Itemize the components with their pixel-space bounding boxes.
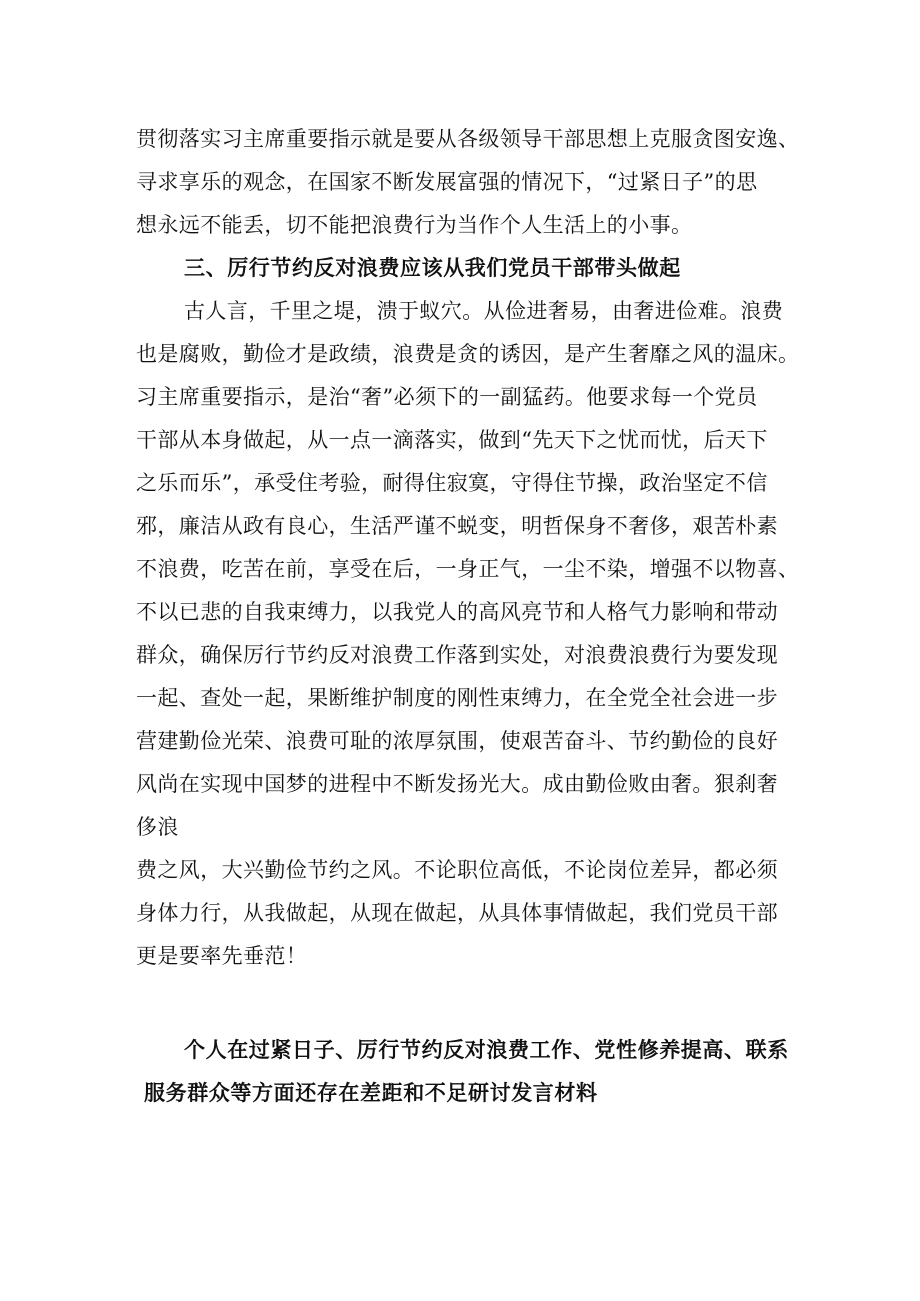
paragraph-line: 想永远不能丢，切不能把浪费行为当作个人生活上的小事。	[136, 213, 693, 237]
paragraph-line: 邪，廉洁从政有良心，生活严谨不蜕变，明哲保身不奢侈，艰苦朴素	[136, 514, 778, 538]
paragraph-line: 贯彻落实习主席重要指示就是要从各级领导干部思想上克服贪图安逸、	[136, 127, 800, 151]
paragraph-line: 也是腐败，勤俭才是政绩，浪费是贪的诱因，是产生奢靡之风的温床。	[136, 342, 800, 366]
paragraph-line: 干部从本身做起，从一点一滴落实，做到“先天下之忧而忧，后天下	[136, 428, 768, 452]
paragraph-line: 一起、查处一起，果断维护制度的刚性束缚力，在全党全社会进一步	[136, 686, 778, 710]
paragraph-line: 营建勤俭光荣、浪费可耻的浓厚氛围，使艰苦奋斗、节约勤俭的良好	[136, 729, 778, 753]
paragraph-line: 习主席重要指示，是治“奢”必须下的一副猛药。他要求每一个党员	[136, 385, 758, 409]
title-line: 个人在过紧日子、厉行节约反对浪费工作、党性修养提高、联系	[184, 1037, 789, 1062]
paragraph-line: 费之风，大兴勤俭节约之风。不论职位高低，不论岗位差异，都必须	[136, 858, 778, 882]
section-heading: 三、厉行节约反对浪费应该从我们党员干部带头做起	[184, 255, 681, 280]
paragraph-line: 不以已悲的自我束缚力，以我党人的高风亮节和人格气力影响和带动	[136, 600, 778, 624]
paragraph-line: 侈浪	[136, 815, 179, 839]
paragraph-line: 风尚在实现中国梦的进程中不断发扬光大。成由勤俭败由奢。狠刹奢	[136, 772, 778, 796]
paragraph-line: 群众，确保厉行节约反对浪费工作落到实处，对浪费浪费行为要发现	[136, 643, 778, 667]
paragraph-line: 之乐而乐”，承受住考验，耐得住寂寞，守得住节操，政治坚定不信	[136, 471, 768, 495]
paragraph-line: 身体力行，从我做起，从现在做起，从具体事情做起，我们党员干部	[136, 901, 778, 925]
paragraph-line: 寻求享乐的观念，在国家不断发展富强的情况下，“过紧日子”的思	[136, 170, 758, 194]
paragraph-line: 更是要率先垂范！	[136, 944, 308, 968]
paragraph-line: 古人言，千里之堤，溃于蚁穴。从俭进奢易，由奢进俭难。浪费	[184, 299, 784, 323]
title-line: 服务群众等方面还存在差距和不足研讨发言材料	[144, 1080, 598, 1105]
paragraph-line: 不浪费，吃苦在前，享受在后，一身正气，一尘不染，增强不以物喜、	[136, 557, 800, 581]
